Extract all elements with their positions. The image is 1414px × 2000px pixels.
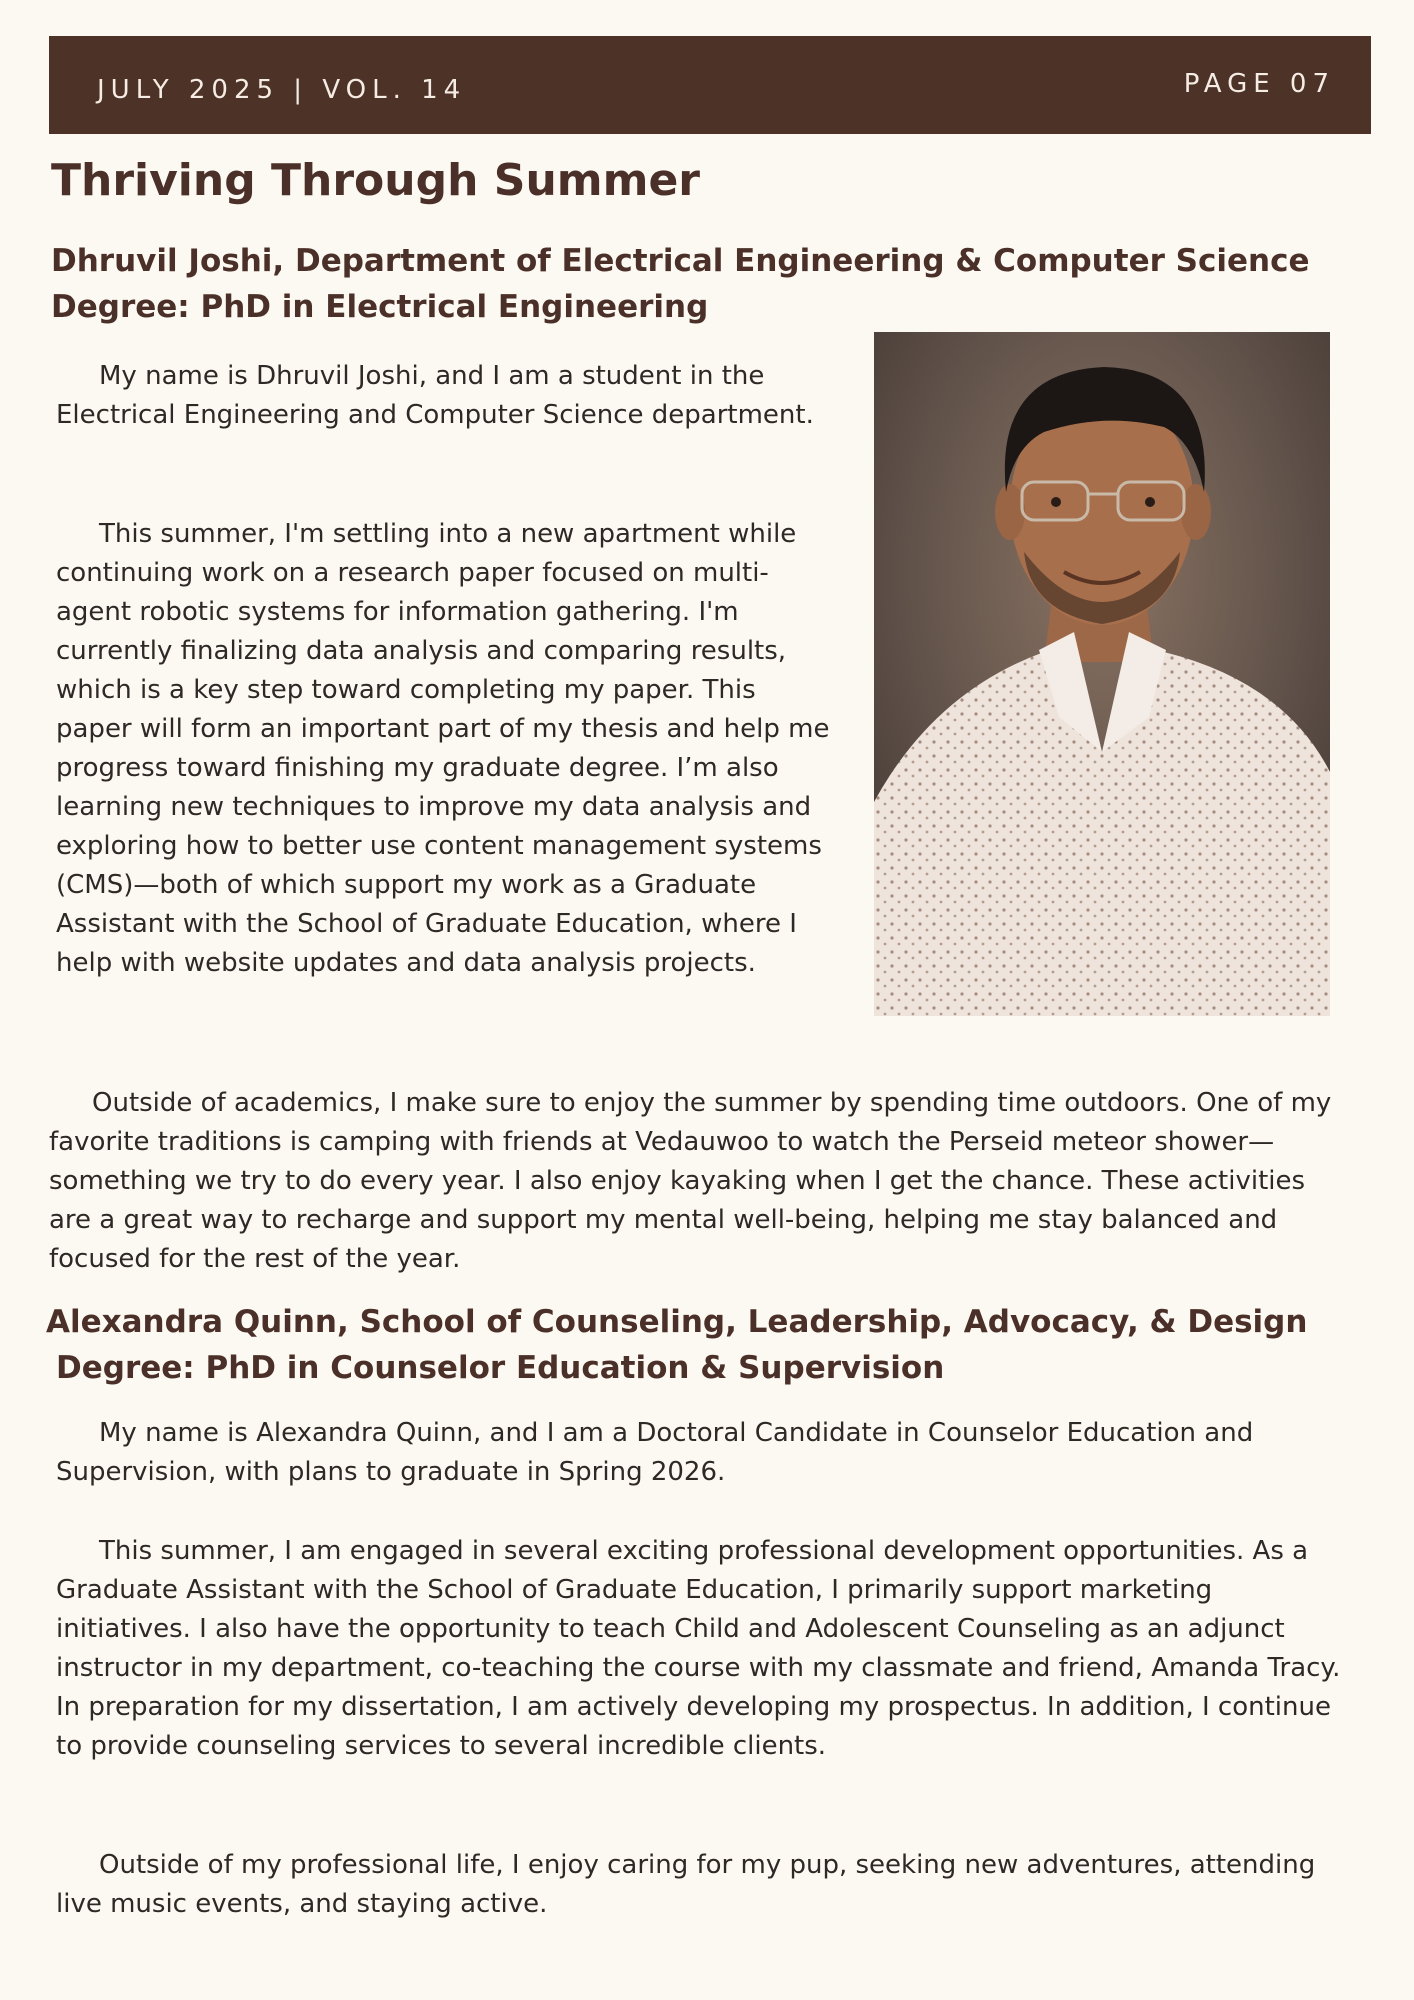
issue-label: JULY 2025 | VOL. 14 <box>97 75 467 105</box>
profile-heading-joshi <box>51 238 1310 330</box>
page-number: PAGE 07 <box>1183 69 1335 99</box>
header-banner <box>49 36 1371 134</box>
profile-heading-quinn <box>46 1299 1307 1391</box>
page-title: Thriving Through Summer <box>51 155 700 206</box>
profile-name-line: Alexandra Quinn, School of Counseling, Leadership, Advocacy, & Design <box>46 1304 1308 1340</box>
profile-degree-line: Degree: PhD in Counselor Education & Supervision <box>56 1350 945 1386</box>
profile-degree-line: Degree: PhD in Electrical Engineering <box>51 289 709 325</box>
profile-1-paragraph-3: Outside of academics, I make sure to enjoy the summer by spending time outdoors. One of my favorite traditions is camping with friends at Vedauwoo to watch the Perseid meteor shower—something we try to do every year. I also enjoy kayaking when I get the chance. These activities are a great way to recharge and support my mental well-being, helping me stay balanced and focused for the rest of the year. <box>49 1088 1332 1274</box>
profile-2-paragraph-2: This summer, I am engaged in several exciting professional development opportunities. As a Graduate Assistant with the School of Graduate Education, I primarily support marketing initiatives. I also have the opportunity to teach Child and Adolescent Counseling as an adjunct instructor in my department, co-teaching the course with my classmate and friend, Amanda Tracy. In preparation for my dissertation, I am actively developing my prospectus. In addition, I continue to provide counseling services to several incredible clients. <box>56 1536 1341 1761</box>
profile-2-paragraph-1: My name is Alexandra Quinn, and I am a Doctoral Candidate in Counselor Education and Supervision, with plans to graduate in Spring 2026. <box>56 1418 1254 1487</box>
profile-name-line: Dhruvil Joshi, Department of Electrical Engineering & Computer Science <box>51 243 1310 279</box>
profile-1-paragraph-2: This summer, I'm settling into a new apartment while continuing work on a research paper focused on multi-agent robotic systems for information gathering. I'm currently finalizing data analysis and comparing results, which is a key step toward completing my paper. This paper will form an important part of my thesis and help me progress toward finishing my graduate degree. I’m also learning new techniques to improve my data analysis and exploring how to better use content management systems (CMS)—both of which support my work as a Graduate Assistant with the School of Graduate Education, where I help with website updates and data analysis projects. <box>56 519 830 978</box>
profile-2-paragraph-3: Outside of my professional life, I enjoy caring for my pup, seeking new adventures, attending live music events, and staying active. <box>56 1850 1316 1919</box>
portrait-photo <box>874 332 1330 1016</box>
profile-1-paragraph-1: My name is Dhruvil Joshi, and I am a student in the Electrical Engineering and Computer Science department. <box>56 361 814 430</box>
